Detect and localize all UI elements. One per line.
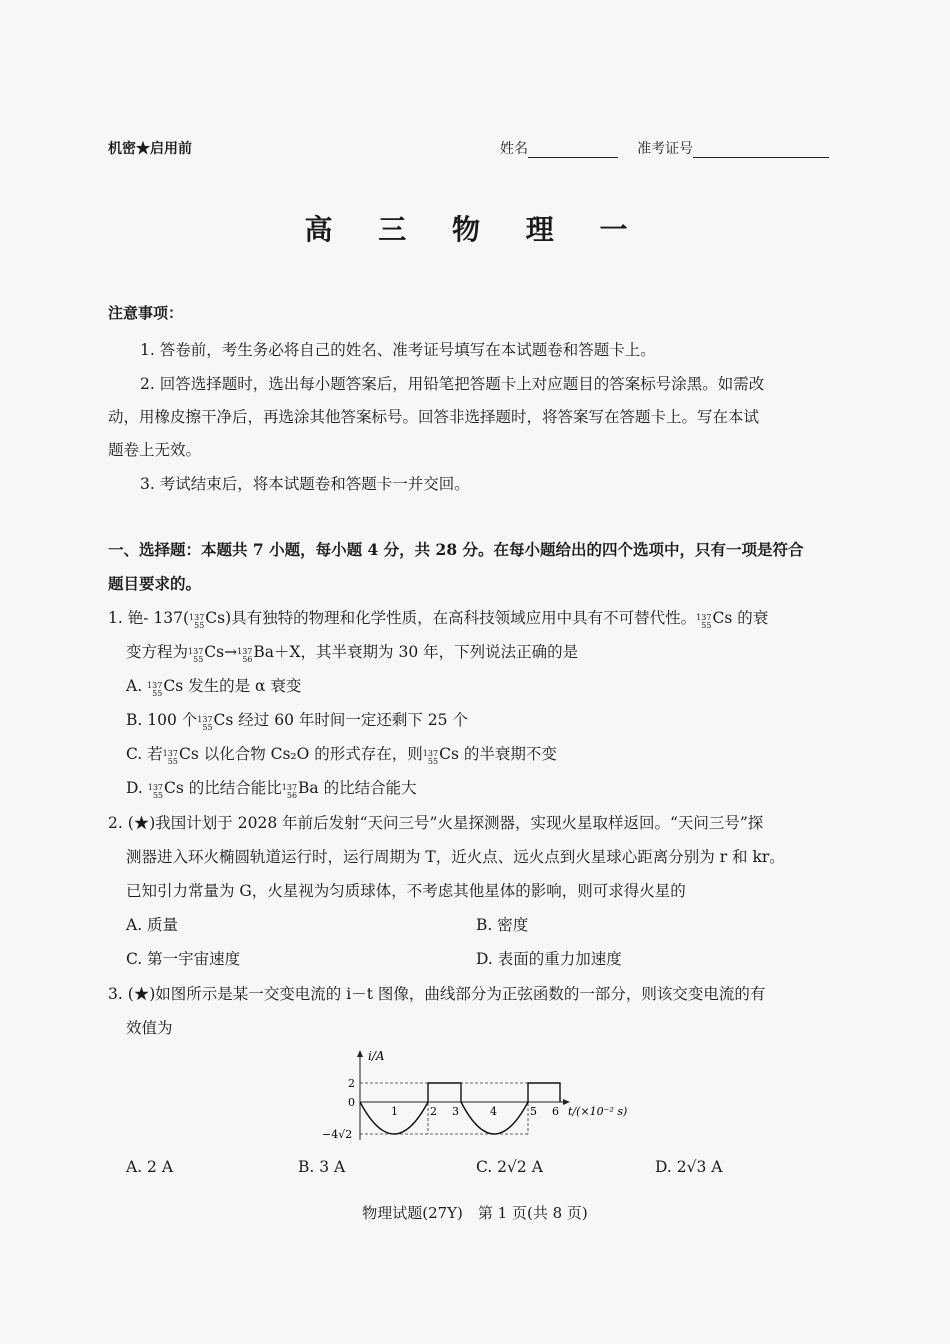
page-title: 高 三 物 理 一 — [304, 213, 646, 246]
question-2-option-b[interactable]: B. 密度 — [476, 916, 529, 934]
notice-item: 1. 答卷前，考生务必将自己的姓名、准考证号填写在本试题卷和答题卡上。 — [140, 341, 656, 359]
question-2-line-1: 2. (★)我国计划于 2028 年前后发射“天问三号”火星探测器，实现火星取样返回。“天问三号”探 — [108, 814, 764, 832]
section-heading-cont: 题目要求的。 — [108, 574, 202, 593]
question-3-option-c[interactable]: C. 2√2 A — [476, 1158, 543, 1176]
question-2-option-d[interactable]: D. 表面的重力加速度 — [476, 950, 622, 968]
notice-item: 3. 考试结束后，将本试题卷和答题卡一并交回。 — [140, 475, 470, 493]
y-axis-arrow — [357, 1050, 363, 1057]
name-blank — [528, 143, 618, 158]
x-tick-label: 6 — [552, 1105, 559, 1118]
y-tick-label: 2 — [348, 1077, 355, 1090]
notice-heading: 注意事项： — [108, 304, 184, 322]
name-label: 姓名 — [500, 141, 528, 157]
question-3-option-a[interactable]: A. 2 A — [126, 1158, 174, 1176]
question-1-option-a[interactable]: A. 137 55 Cs 发生的是 α 衰变 — [126, 677, 302, 698]
x-tick-label: 3 — [452, 1105, 459, 1118]
question-2-option-c[interactable]: C. 第一宇宙速度 — [126, 950, 241, 968]
question-1-line-2: 变方程为 137 55 Cs→ 137 56 Ba＋X，其半衰期为 30 年，下列说法正确的是 — [126, 643, 579, 664]
id-label: 准考证号 — [637, 141, 694, 157]
x-tick-label: 4 — [490, 1105, 497, 1118]
notice-item: 2. 回答选择题时，选出每小题答案后，用铅笔把答题卡上对应题目的答案标号涂黑。如需改 — [140, 375, 765, 393]
y-tick-label: −4√2 — [322, 1128, 353, 1141]
section-heading: 一、选择题：本题共 7 小题，每小题 4 分，共 28 分。在每小题给出的四个选项中，只有一项是符合 — [108, 540, 804, 559]
page-footer: 物理试题(27Y) 第 1 页(共 8 页) — [362, 1204, 588, 1222]
x-tick-label: 2 — [430, 1105, 437, 1118]
notice-item: 题卷上无效。 — [108, 441, 202, 459]
id-blank — [693, 143, 829, 158]
confidential-label: 机密★启用前 — [108, 141, 192, 157]
x-tick-label: 5 — [530, 1105, 537, 1118]
current-time-graph — [318, 1048, 658, 1148]
square-segment-2 — [528, 1083, 560, 1102]
question-3-option-d[interactable]: D. 2√3 A — [655, 1158, 723, 1176]
y-axis-label: i/A — [368, 1049, 385, 1063]
question-1-line-1: 1. 铯- 137( 137 55 Cs)具有独特的物理和化学性质，在高科技领域应用中具有不可替代性。 137 55 Cs 的衰 — [108, 609, 769, 630]
question-1-option-d[interactable]: D. 137 55 Cs 的比结合能比 137 56 Ba 的比结合能大 — [126, 779, 417, 800]
question-1-option-c[interactable]: C. 若 137 55 Cs 以化合物 Cs₂O 的形式存在，则 137 55 Cs 的半衰期不变 — [126, 745, 557, 766]
question-3-line-2: 效值为 — [126, 1019, 173, 1037]
nuclide-cs: 137 55 — [189, 613, 205, 630]
x-tick-label: 1 — [391, 1105, 398, 1118]
question-3-line-1: 3. (★)如图所示是某一交变电流的 i－t 图像，曲线部分为正弦函数的一部分，则该交变电流的有 — [108, 985, 766, 1003]
question-2-line-2: 测器进入环火椭圆轨道运行时，运行周期为 T，近火点、远火点到火星球心距离分别为 r 和 kr。 — [126, 848, 785, 866]
x-axis-label: t/(×10⁻² s) — [568, 1105, 628, 1118]
square-segment-1 — [428, 1083, 461, 1102]
notice-item: 动，用橡皮擦干净后，再选涂其他答案标号。回答非选择题时，将答案写在答题卡上。写在本试 — [108, 408, 760, 426]
y-tick-label: 0 — [348, 1096, 355, 1109]
question-3-option-b[interactable]: B. 3 A — [298, 1158, 346, 1176]
question-1-option-b[interactable]: B. 100 个 137 55 Cs 经过 60 年时间一定还剩下 25 个 — [126, 711, 468, 732]
question-2-option-a[interactable]: A. 质量 — [126, 916, 179, 934]
name-field — [500, 138, 829, 158]
question-2-line-3: 已知引力常量为 G，火星视为匀质球体，不考虑其他星体的影响，则可求得火星的 — [126, 882, 686, 900]
